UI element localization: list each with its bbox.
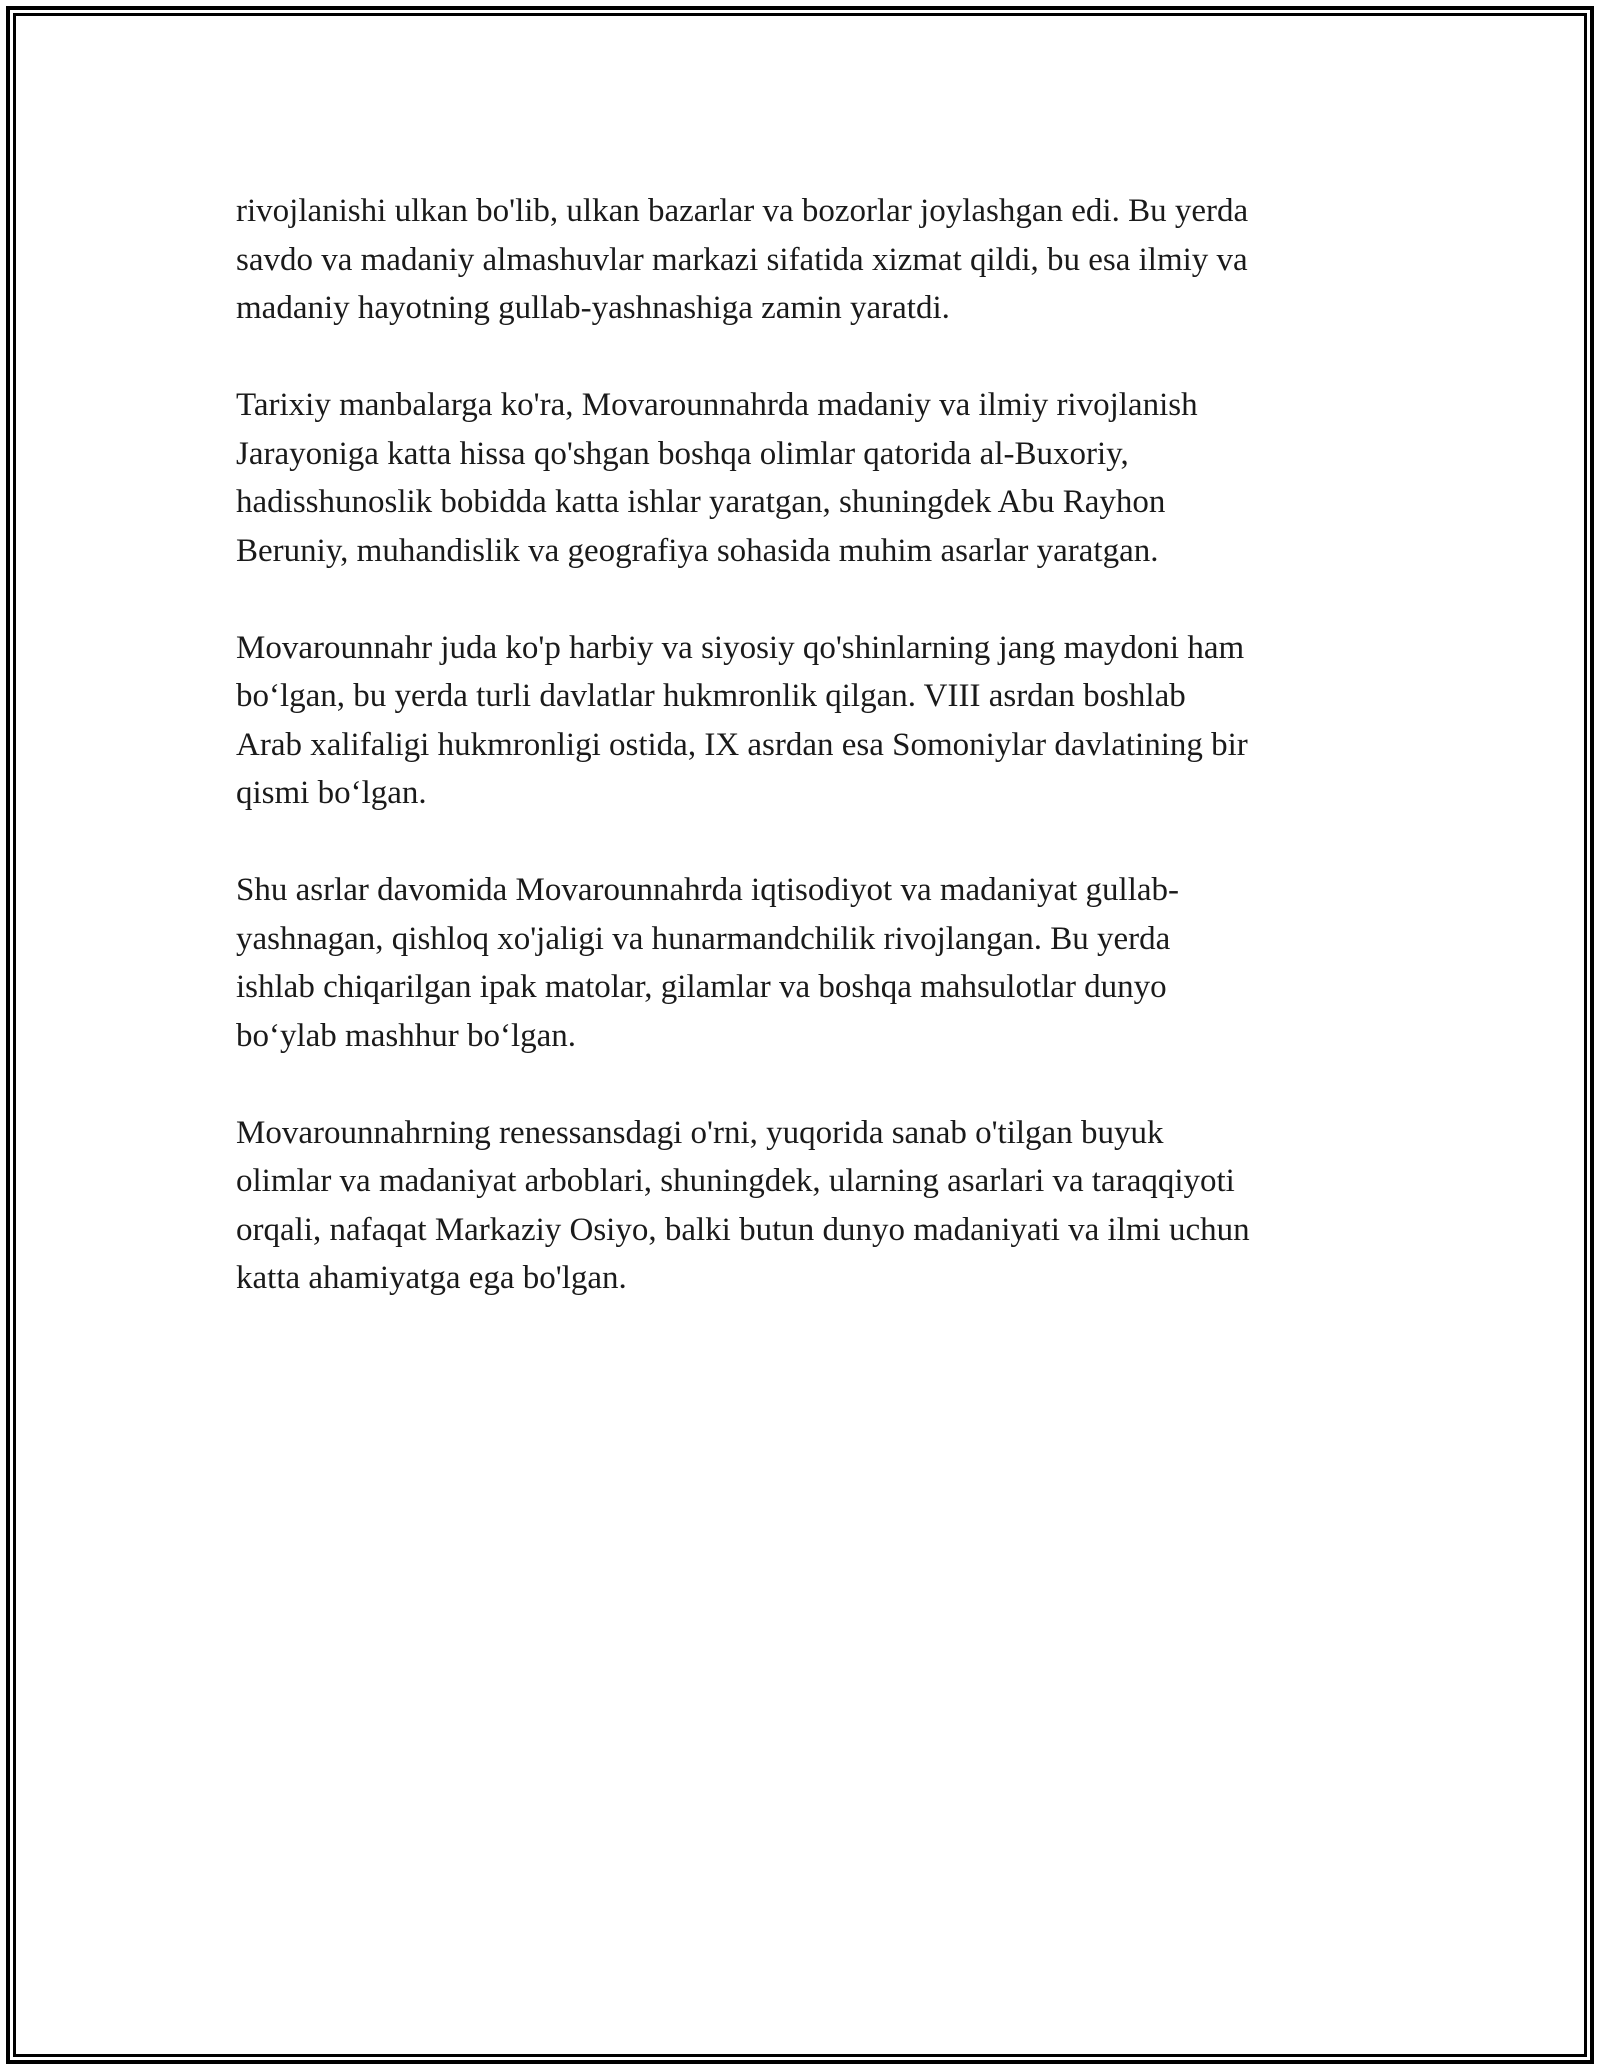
text-line: rivojlanishi ulkan bo'lib, ulkan bazarlar va bozorlar joylashgan edi. Bu yerda <box>236 193 1249 229</box>
text-line: bo‘lgan, bu yerda turli davlatlar hukmronlik qilgan. VIII asrdan boshlab <box>236 678 1186 714</box>
paragraph-5 <box>236 1109 1386 1303</box>
text-line: Jarayoniga katta hissa qo'shgan boshqa olimlar qatorida al-Buxoriy, <box>236 435 1129 472</box>
text-line: hadisshunoslik bobidda katta ishlar yaratgan, shuningdek Abu Rayhon <box>236 484 1166 520</box>
text-line: yashnagan, qishloq xo'jaligi va hunarmandchilik rivojlangan. Bu yerda <box>236 920 1171 957</box>
text-line: savdo va madaniy almashuvlar markazi sifatida xizmat qildi, bu esa ilmiy va <box>236 241 1248 278</box>
paragraph-1 <box>236 187 1386 333</box>
text-line: qismi bo‘lgan. <box>236 775 427 811</box>
document-body <box>236 187 1386 1351</box>
paragraph-4 <box>236 866 1386 1060</box>
text-line: Tarixiy manbalarga ko'ra, Movarounnahrda madaniy va ilmiy rivojlanish <box>236 387 1198 423</box>
paragraph-3 <box>236 624 1386 818</box>
text-line: orqali, nafaqat Markaziy Osiyo, balki butun dunyo madaniyati va ilmi uchun <box>236 1211 1250 1248</box>
text-line: olimlar va madaniyat arboblari, shuningdek, ularning asarlari va taraqqiyoti <box>236 1163 1235 1199</box>
text-line: Beruniy, muhandislik va geografiya sohasida muhim asarlar yaratgan. <box>236 532 1159 569</box>
text-line: madaniy hayotning gullab-yashnashiga zamin yaratdi. <box>236 290 950 326</box>
text-line: Shu asrlar davomida Movarounnahrda iqtisodiyot va madaniyat gullab- <box>236 872 1180 908</box>
text-line: Movarounnahrning renessansdagi o'rni, yuqorida sanab o'tilgan buyuk <box>236 1114 1164 1151</box>
text-line: katta ahamiyatga ega bo'lgan. <box>236 1260 627 1296</box>
text-line: bo‘ylab mashhur bo‘lgan. <box>236 1017 577 1054</box>
text-line: Movarounnahr juda ko'p harbiy va siyosiy qo'shinlarning jang maydoni ham <box>236 629 1245 666</box>
paragraph-2 <box>236 381 1386 575</box>
text-line: ishlab chiqarilgan ipak matolar, gilamlar va boshqa mahsulotlar dunyo <box>236 969 1167 1005</box>
text-line: Arab xalifaligi hukmronligi ostida, IX asrdan esa Somoniylar davlatining bir <box>236 726 1248 763</box>
